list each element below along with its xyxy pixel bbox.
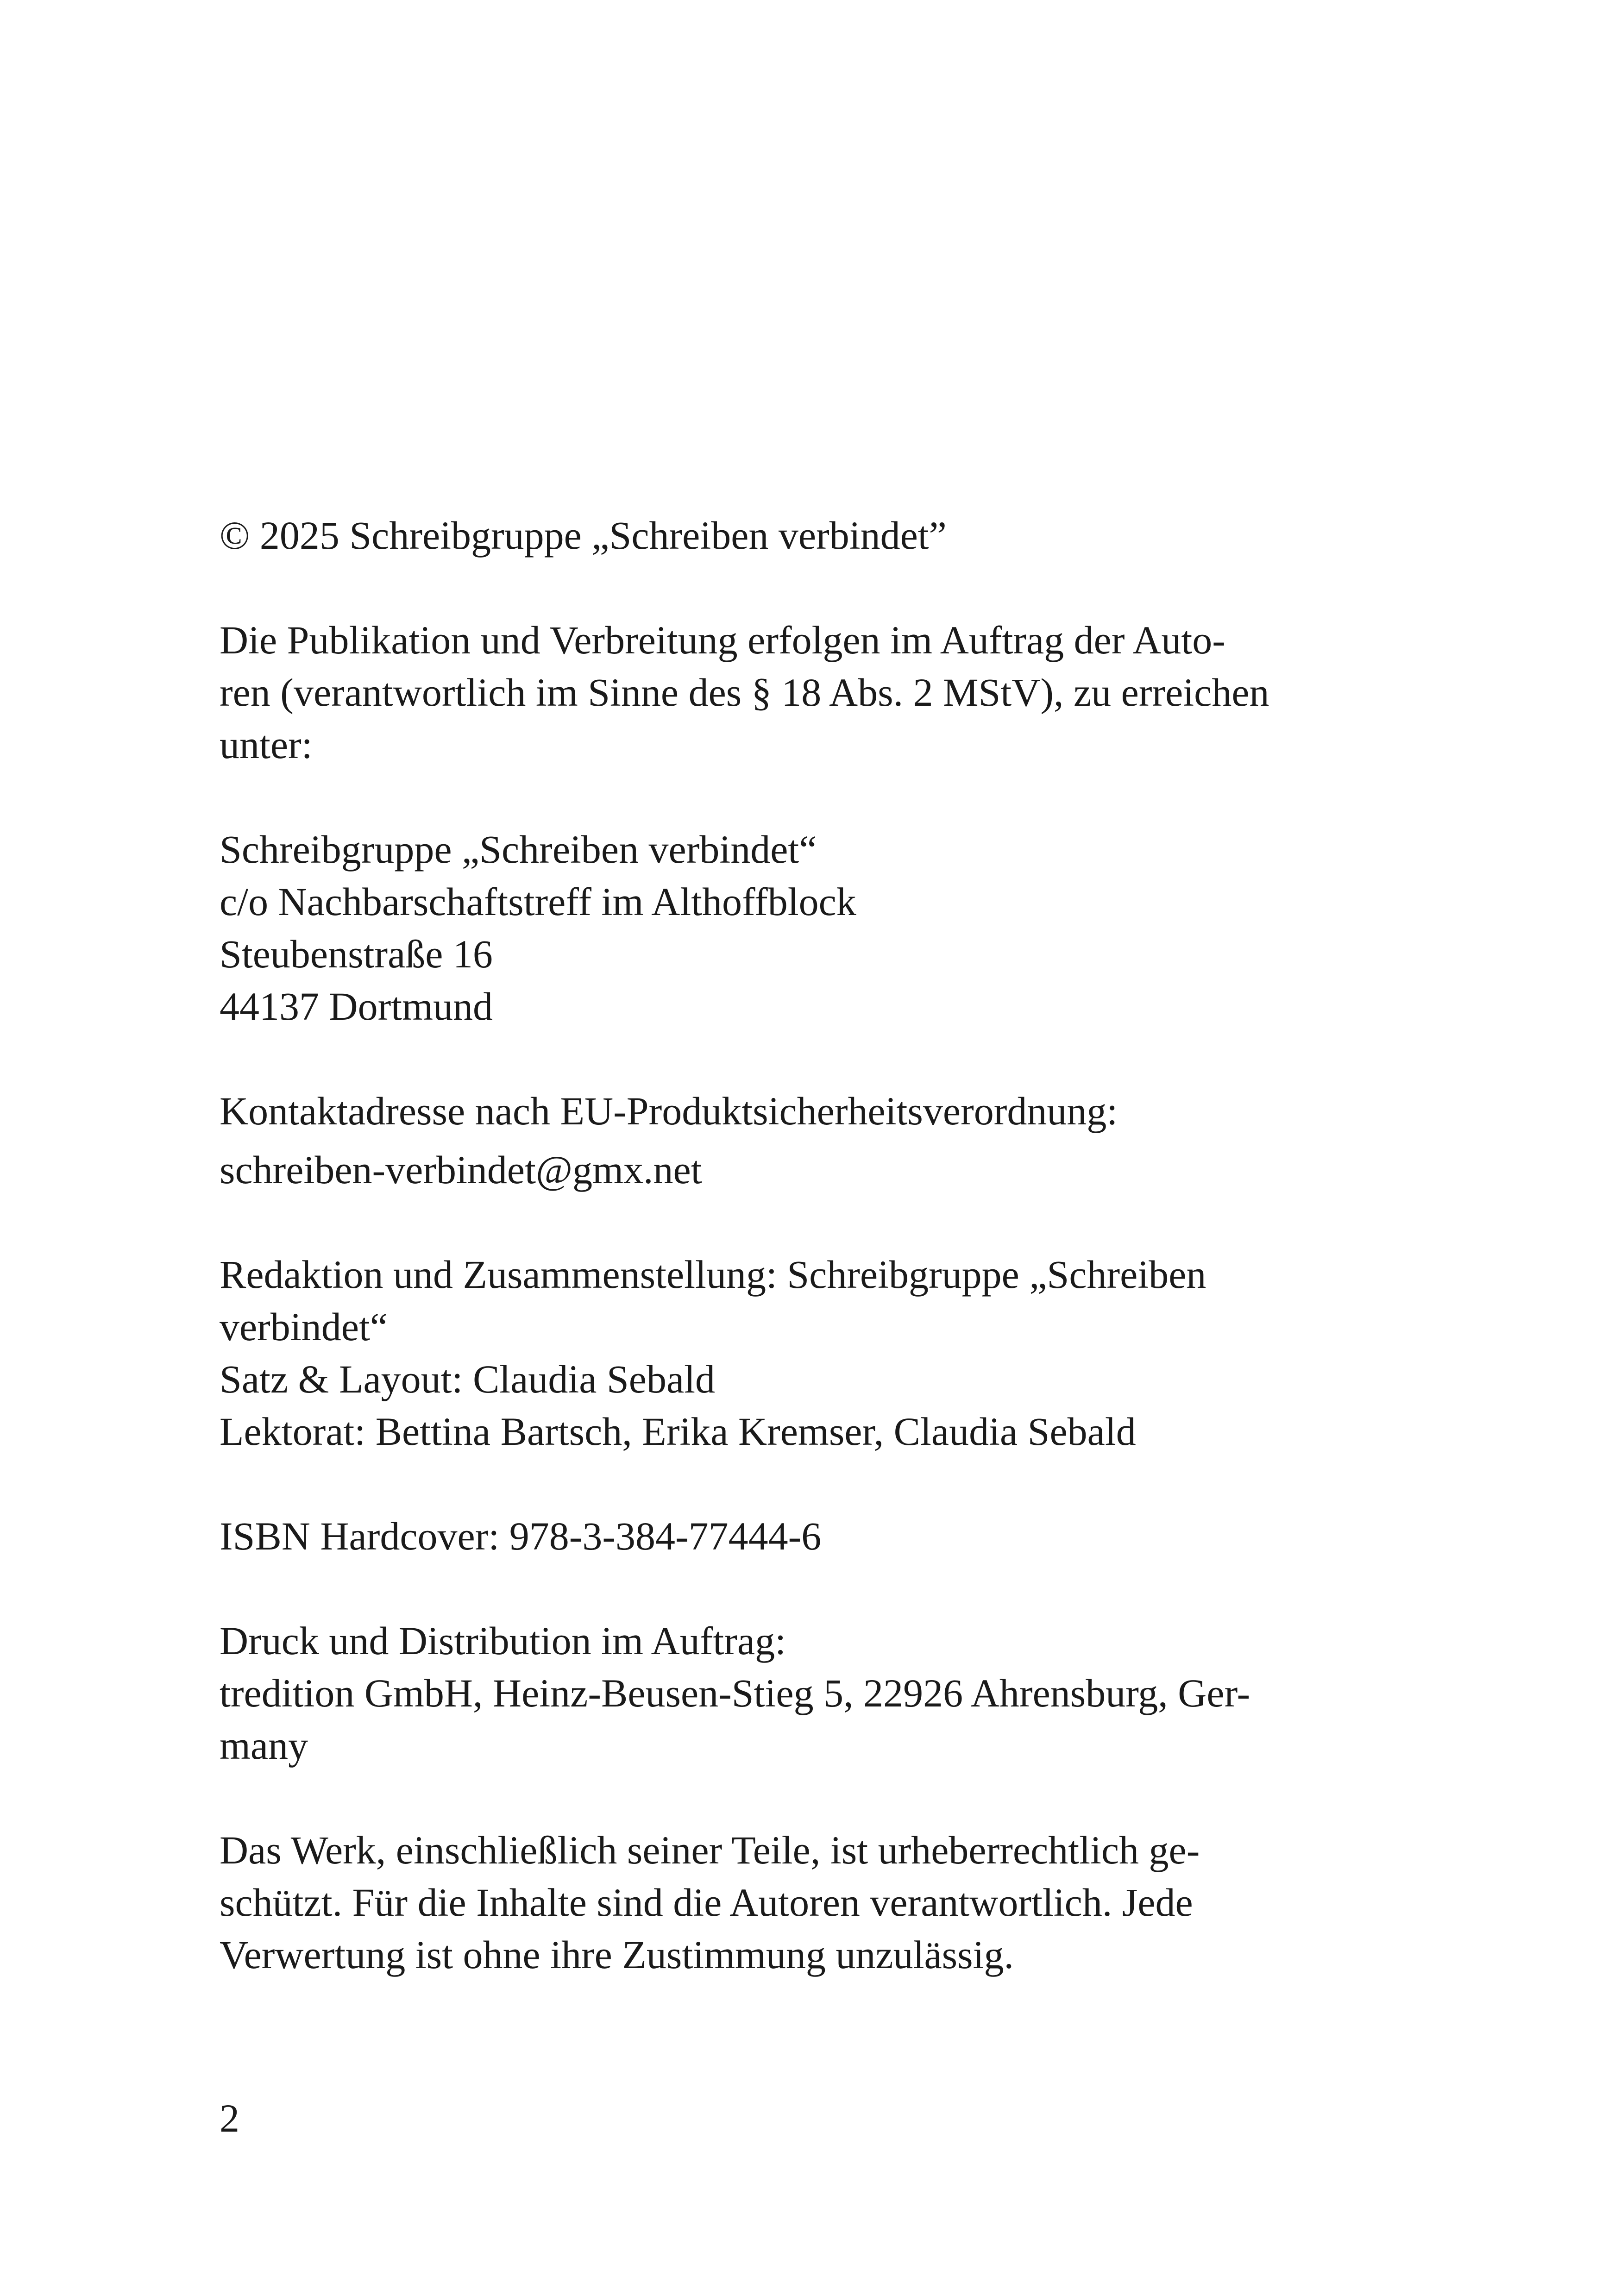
credits-line: Lektorat: Bettina Bartsch, Erika Kremser, Claudia Sebald	[220, 1409, 1136, 1454]
printing-line: tredition GmbH, Heinz-Beusen-Stieg 5, 22926 Ahrensburg, Ger-	[220, 1671, 1250, 1715]
address-line: c/o Nachbarschaftstreff im Althoffblock	[220, 879, 856, 924]
publication-line: unter:	[220, 722, 313, 767]
address-line: Schreibgruppe „Schreiben verbindet“	[220, 827, 817, 872]
contact-label: Kontaktadresse nach EU-Produktsicherheitsverordnung:	[220, 1089, 1118, 1133]
publication-line: Die Publikation und Verbreitung erfolgen im Auftrag der Auto-	[220, 618, 1225, 662]
isbn-line: ISBN Hardcover: 978-3-384-77444-6	[220, 1514, 822, 1558]
publication-line: ren (verantwortlich im Sinne des § 18 Abs. 2 MStV), zu erreichen	[220, 670, 1269, 715]
rights-line: Das Werk, einschließlich seiner Teile, ist urheberrechtlich ge-	[220, 1828, 1200, 1872]
publication-block	[220, 614, 1424, 771]
printing-line: many	[220, 1723, 308, 1768]
credits-line: Satz & Layout: Claudia Sebald	[220, 1357, 716, 1401]
contact-email: schreiben-verbindet@gmx.net	[220, 1148, 702, 1192]
rights-line: Verwertung ist ohne ihre Zustimmung unzulässig.	[220, 1932, 1014, 1977]
rights-line: schützt. Für die Inhalte sind die Autoren verantwortlich. Jede	[220, 1880, 1193, 1925]
printing-block	[220, 1615, 1424, 1772]
imprint-content	[220, 509, 1424, 2033]
address-line: 44137 Dortmund	[220, 984, 493, 1029]
contact-block	[220, 1085, 1424, 1196]
credits-line: verbindet“	[220, 1305, 388, 1349]
copyright-block	[220, 509, 1424, 562]
isbn-block	[220, 1510, 1424, 1562]
rights-block	[220, 1824, 1424, 1981]
page-number: 2	[220, 2096, 239, 2140]
address-block	[220, 823, 1424, 1033]
credits-block	[220, 1248, 1424, 1458]
printing-line: Druck und Distribution im Auftrag:	[220, 1618, 786, 1663]
address-line: Steubenstraße 16	[220, 932, 493, 976]
copyright-line: © 2025 Schreibgruppe „Schreiben verbindet”	[220, 513, 947, 558]
credits-line: Redaktion und Zusammenstellung: Schreibgruppe „Schreiben	[220, 1252, 1206, 1297]
